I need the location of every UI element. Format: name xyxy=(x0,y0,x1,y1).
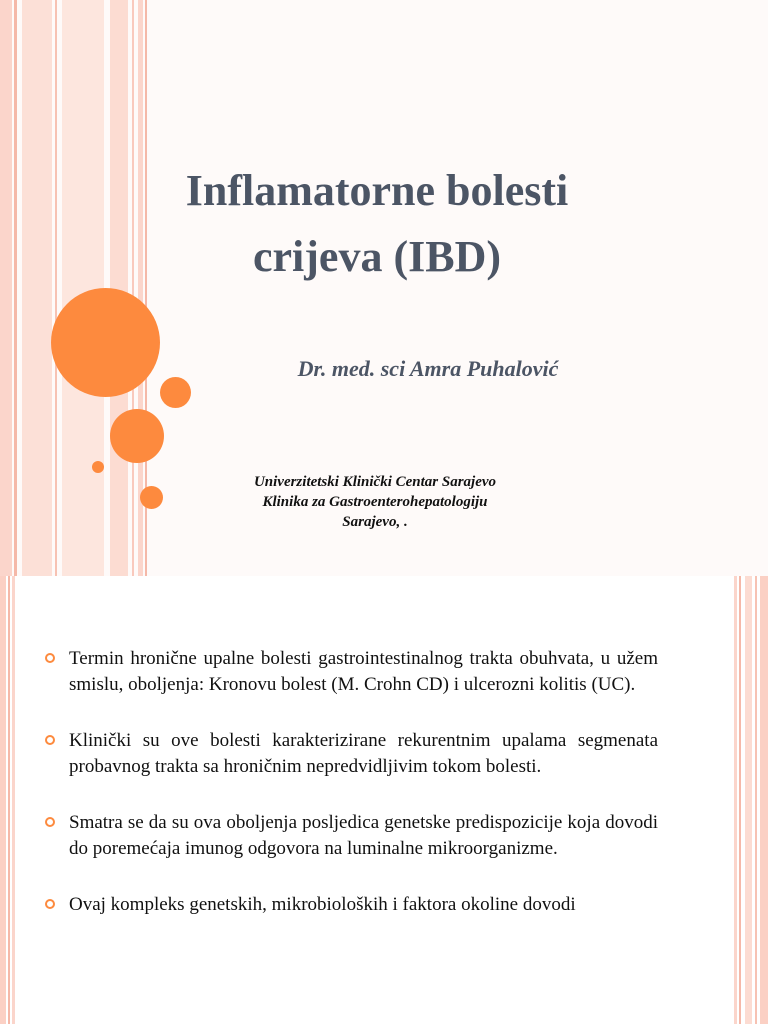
list-item xyxy=(40,892,658,918)
institution-line: Sarajevo, . xyxy=(342,514,408,530)
decorative-circle-large xyxy=(51,288,160,397)
decorative-stripe xyxy=(745,576,752,1024)
bullet-icon xyxy=(45,817,55,827)
decorative-stripe xyxy=(0,0,12,576)
author-name: Dr. med. sci Amra Puhalović xyxy=(297,356,559,381)
decorative-stripe xyxy=(734,576,737,1024)
decorative-stripe xyxy=(55,0,57,576)
content-slide xyxy=(0,576,768,1024)
decorative-stripe xyxy=(0,576,6,1024)
decorative-circle-tiny xyxy=(92,461,104,473)
list-item xyxy=(40,810,658,861)
decorative-circle-medium xyxy=(110,409,164,463)
decorative-circle-small xyxy=(160,377,191,408)
decorative-stripe xyxy=(760,576,768,1024)
decorative-stripe xyxy=(739,576,741,1024)
slide-title-line: crijeva (IBD) xyxy=(252,232,501,281)
bullet-text: Smatra se da su ova oboljenja posljedica genetske predispozicije koja dovodi do poremećaja imunog odgovora na luminalne mikroorganizme. xyxy=(69,812,658,859)
decorative-stripe xyxy=(14,0,17,576)
slide-title-line: Inflamatorne bolesti xyxy=(185,166,569,215)
institution-block xyxy=(180,472,570,532)
decorative-stripe xyxy=(22,0,52,576)
decorative-stripe xyxy=(8,576,10,1024)
bullet-icon xyxy=(45,653,55,663)
bullet-list xyxy=(40,646,658,949)
bullet-text: Klinički su ove bolesti karakterizirane rekurentnim upalama segmenata probavnog trakta sa hroničnim nepredvidljivim tokom bolesti. xyxy=(69,730,658,777)
decorative-stripe xyxy=(12,576,15,1024)
decorative-circle-small xyxy=(140,486,163,509)
bullet-text: Ovaj kompleks genetskih, mikrobioloških i faktora okoline dovodi xyxy=(69,894,576,915)
bullet-text: Termin hronične upalne bolesti gastrointestinalnog trakta obuhvata, u užem smislu, oboljenja: Kronovu bolest (M. Crohn CD) i ulcerozni kolitis (UC). xyxy=(69,648,658,695)
bullet-icon xyxy=(45,735,55,745)
bullet-icon xyxy=(45,899,55,909)
slide-title xyxy=(120,158,634,290)
list-item xyxy=(40,728,658,779)
institution-line: Klinika za Gastroenterohepatologiju xyxy=(262,494,488,510)
institution-line: Univerzitetski Klinički Centar Sarajevo xyxy=(253,474,497,490)
decorative-stripe xyxy=(755,576,757,1024)
list-item xyxy=(40,646,658,697)
